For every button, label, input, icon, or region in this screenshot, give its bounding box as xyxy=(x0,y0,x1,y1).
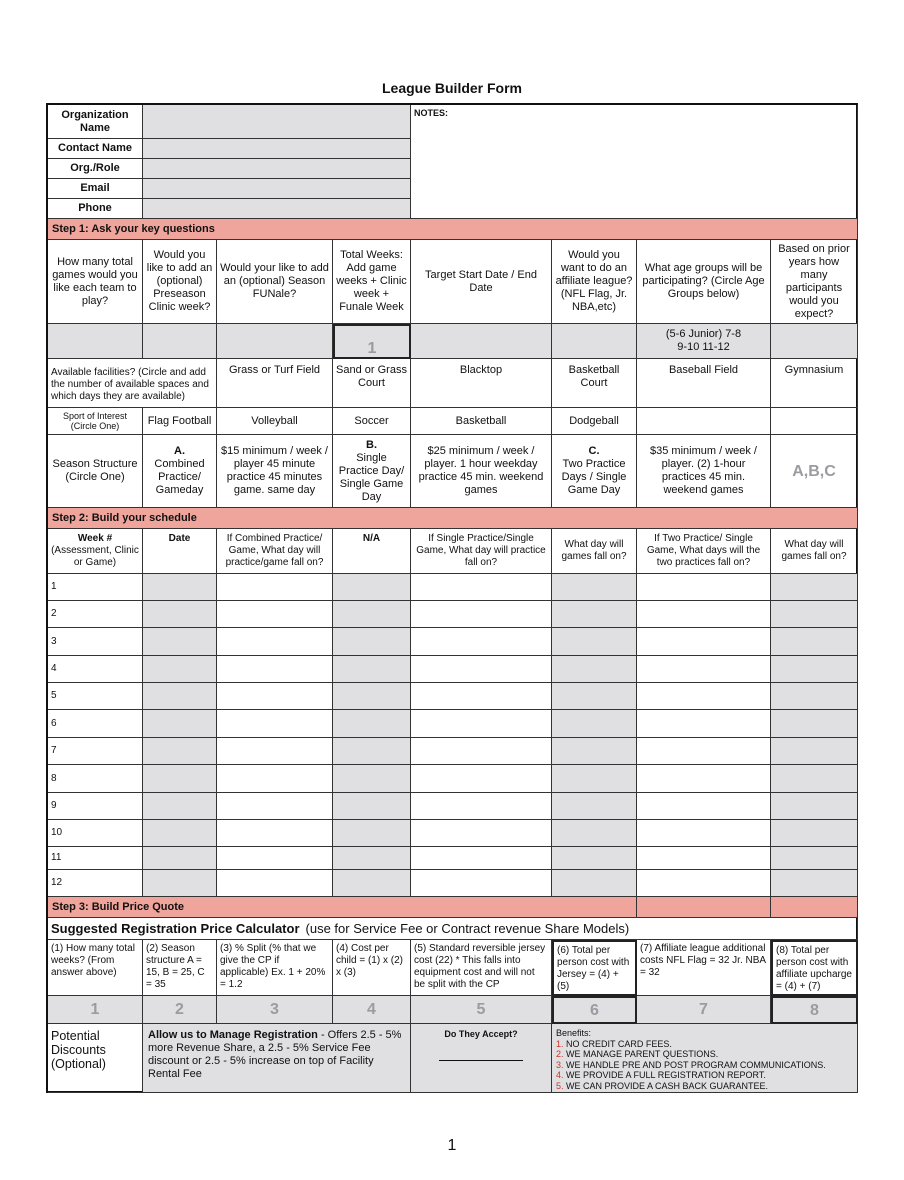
structure-c-text: Two Practice Days / Single Game Day xyxy=(561,458,627,496)
schedule-cell[interactable] xyxy=(143,847,217,870)
schedule-cell[interactable] xyxy=(771,574,858,601)
schedule-cell[interactable] xyxy=(771,738,858,765)
schedule-cell[interactable] xyxy=(143,683,217,710)
schedule-col-na: N/A xyxy=(333,529,411,574)
schedule-cell[interactable] xyxy=(411,601,552,628)
schedule-cell[interactable] xyxy=(552,765,637,793)
week-label: Week # xyxy=(77,533,113,544)
question-start-end-date: Target Start Date / End Date xyxy=(411,240,552,324)
schedule-cell[interactable] xyxy=(552,793,637,820)
sport-dodgeball[interactable]: Dodgeball xyxy=(552,408,637,435)
benefit-number: 1. xyxy=(556,1038,564,1049)
calc-col-6: (6) Total per person cost with Jersey = (4) + (5) xyxy=(552,940,637,996)
schedule-cell[interactable] xyxy=(552,847,637,870)
schedule-cell[interactable] xyxy=(333,656,411,683)
calc-input-4[interactable]: 4 xyxy=(333,996,411,1024)
schedule-cell[interactable] xyxy=(217,847,333,870)
sport-basketball[interactable]: Basketball xyxy=(411,408,552,435)
calc-input-2[interactable]: 2 xyxy=(143,996,217,1024)
week-number-cell: 2 xyxy=(48,601,143,628)
schedule-cell[interactable] xyxy=(552,870,637,897)
calc-input-6[interactable]: 6 xyxy=(552,996,637,1024)
schedule-cell[interactable] xyxy=(217,820,333,847)
schedule-cell[interactable] xyxy=(552,683,637,710)
contact-label-phone: Phone xyxy=(48,199,143,219)
calc-col-8: (8) Total per person cost with affiliate upcharge = (4) + (7) xyxy=(771,940,858,996)
schedule-cell[interactable] xyxy=(143,820,217,847)
schedule-cell[interactable] xyxy=(333,847,411,870)
benefit-text: WE HANDLE PRE AND POST PROGRAM COMMUNICATIONS. xyxy=(563,1059,826,1070)
benefit-number: 4. xyxy=(556,1070,564,1080)
organization-name-field[interactable] xyxy=(143,105,411,139)
schedule-cell[interactable] xyxy=(771,710,858,738)
season-structure-label: Season Structure (Circle One) xyxy=(48,435,143,508)
calc-input-1[interactable]: 1 xyxy=(48,996,143,1024)
schedule-cell[interactable] xyxy=(771,765,858,793)
schedule-cell[interactable] xyxy=(637,847,771,870)
schedule-cell[interactable] xyxy=(552,574,637,601)
schedule-cell[interactable] xyxy=(333,765,411,793)
schedule-cell[interactable] xyxy=(637,738,771,765)
schedule-cell[interactable] xyxy=(637,574,771,601)
step3-header-fill-2 xyxy=(771,897,858,918)
schedule-cell[interactable] xyxy=(411,710,552,738)
structure-c-letter: C. xyxy=(588,445,600,457)
schedule-cell[interactable] xyxy=(333,574,411,601)
schedule-cell[interactable] xyxy=(143,793,217,820)
calc-input-5[interactable]: 5 xyxy=(411,996,552,1024)
benefit-number: 2. xyxy=(556,1049,564,1059)
schedule-col-two-practice: If Two Practice/ Single Game, What days will the two practices fall on? xyxy=(637,529,771,574)
benefit-text: NO CREDIT CARD FEES. xyxy=(563,1038,672,1049)
schedule-cell[interactable] xyxy=(333,683,411,710)
schedule-cell[interactable] xyxy=(637,710,771,738)
sport-blank-2[interactable] xyxy=(771,408,858,435)
structure-a-price: $15 minimum / week / player 45 minute practice 45 minutes game. same day xyxy=(217,435,333,508)
benefits-list xyxy=(552,1024,858,1093)
week-sub-label: (Assessment, Clinic or Game) xyxy=(51,545,139,568)
benefit-number: 5. xyxy=(556,1080,564,1091)
discounts-label: Potential Discounts (Optional) xyxy=(48,1024,143,1093)
benefit-item xyxy=(556,1081,853,1092)
schedule-cell[interactable] xyxy=(217,656,333,683)
question-participants: Based on prior years how many participants would you expect? xyxy=(771,240,858,324)
schedule-cell[interactable] xyxy=(552,656,637,683)
calc-col-4: (4) Cost per child = (1) x (2) x (3) xyxy=(333,940,411,996)
schedule-cell[interactable] xyxy=(411,628,552,656)
schedule-cell[interactable] xyxy=(217,710,333,738)
calc-input-8[interactable]: 8 xyxy=(771,996,858,1024)
sport-flag-football[interactable]: Flag Football xyxy=(143,408,217,435)
schedule-cell[interactable] xyxy=(217,765,333,793)
age-groups-line2: 9-10 11-12 xyxy=(677,341,730,353)
schedule-cell[interactable] xyxy=(771,656,858,683)
schedule-cell[interactable] xyxy=(637,793,771,820)
calculator-subtitle: (use for Service Fee or Contract revenue Share Models) xyxy=(305,921,630,936)
answer-start-end-date[interactable] xyxy=(411,324,552,359)
facility-sand-grass-court[interactable]: Sand or Grass Court xyxy=(333,359,411,408)
calculator-title-row xyxy=(48,918,858,940)
schedule-cell[interactable] xyxy=(411,793,552,820)
schedule-cell[interactable] xyxy=(771,847,858,870)
email-field[interactable] xyxy=(143,179,411,199)
manage-registration-offer xyxy=(143,1024,411,1093)
schedule-col-combined: If Combined Practice/ Game, What day will practice/game fall on? xyxy=(217,529,333,574)
schedule-cell[interactable] xyxy=(333,710,411,738)
calc-col-7: (7) Affiliate league additional costs NFL Flag = 32 Jr. NBA = 32 xyxy=(637,940,771,996)
schedule-cell[interactable] xyxy=(333,601,411,628)
calc-col-2: (2) Season structure A = 15, B = 25, C = 35 xyxy=(143,940,217,996)
facility-grass-turf[interactable]: Grass or Turf Field xyxy=(217,359,333,408)
schedule-cell[interactable] xyxy=(217,683,333,710)
week-number-cell: 3 xyxy=(48,628,143,656)
schedule-col-single-practice: If Single Practice/Single Game, What day will practice fall on? xyxy=(411,529,552,574)
week-number-cell: 12 xyxy=(48,870,143,897)
week-number-cell: 11 xyxy=(48,847,143,870)
schedule-cell[interactable] xyxy=(552,710,637,738)
question-preseason-clinic: Would you like to add an (optional) Preseason Clinic week? xyxy=(143,240,217,324)
structure-a-text: Combined Practice/ Gameday xyxy=(154,458,205,496)
benefit-item xyxy=(556,1060,853,1071)
facility-basketball-court[interactable]: Basketball Court xyxy=(552,359,637,408)
structure-a-letter: A. xyxy=(174,445,185,457)
calc-col-1: (1) How many total weeks? (From answer above) xyxy=(48,940,143,996)
schedule-cell[interactable] xyxy=(411,870,552,897)
schedule-cell[interactable] xyxy=(771,793,858,820)
schedule-cell[interactable] xyxy=(552,628,637,656)
question-season-funale: Would your like to add an (optional) Season FUNale? xyxy=(217,240,333,324)
answer-participants[interactable] xyxy=(771,324,858,359)
schedule-cell[interactable] xyxy=(217,793,333,820)
schedule-cell[interactable] xyxy=(637,628,771,656)
schedule-cell[interactable] xyxy=(771,683,858,710)
schedule-col-date: Date xyxy=(143,529,217,574)
sport-volleyball[interactable]: Volleyball xyxy=(217,408,333,435)
facility-baseball-field[interactable]: Baseball Field xyxy=(637,359,771,408)
schedule-cell[interactable] xyxy=(552,738,637,765)
question-total-games: How many total games would you like each team to play? xyxy=(48,240,143,324)
structure-option-b[interactable] xyxy=(333,435,411,508)
schedule-cell[interactable] xyxy=(143,738,217,765)
benefit-item xyxy=(556,1049,853,1060)
answer-total-weeks[interactable]: 1 xyxy=(333,324,411,359)
structure-c-price: $35 minimum / week / player. (2) 1-hour practices 45 min. weekend games xyxy=(637,435,771,508)
page-number: 1 xyxy=(447,1137,457,1154)
step1-header: Step 1: Ask your key questions xyxy=(48,219,858,240)
contact-label-contact-name: Contact Name xyxy=(48,139,143,159)
facilities-label: Available facilities? (Circle and add the number of available spaces and which days they are available) xyxy=(48,359,217,408)
benefit-text: WE CAN PROVIDE A CASH BACK GUARANTEE. xyxy=(563,1080,769,1091)
sport-blank-1[interactable] xyxy=(637,408,771,435)
schedule-cell[interactable] xyxy=(411,820,552,847)
week-number-cell: 5 xyxy=(48,683,143,710)
calculator-title: Suggested Registration Price Calculator xyxy=(51,921,300,936)
schedule-cell[interactable] xyxy=(143,870,217,897)
answer-affiliate-league[interactable] xyxy=(552,324,637,359)
schedule-cell[interactable] xyxy=(637,765,771,793)
schedule-col-games-b: What day will games fall on? xyxy=(552,529,637,574)
schedule-cell[interactable] xyxy=(771,601,858,628)
schedule-cell[interactable] xyxy=(411,765,552,793)
step3-header: Step 3: Build Price Quote xyxy=(48,897,637,918)
notes-label: NOTES: xyxy=(414,108,449,118)
structure-b-price: $25 minimum / week / player. 1 hour weekday practice 45 min. weekend games xyxy=(411,435,552,508)
schedule-cell[interactable] xyxy=(637,870,771,897)
contact-name-field[interactable] xyxy=(143,139,411,159)
schedule-cell[interactable] xyxy=(552,820,637,847)
week-number-cell: 1 xyxy=(48,574,143,601)
schedule-cell[interactable] xyxy=(411,656,552,683)
schedule-cell[interactable] xyxy=(143,765,217,793)
schedule-cell[interactable] xyxy=(143,710,217,738)
week-number-cell: 6 xyxy=(48,710,143,738)
org-role-field[interactable] xyxy=(143,159,411,179)
step2-header: Step 2: Build your schedule xyxy=(48,508,858,529)
answer-preseason-clinic[interactable] xyxy=(143,324,217,359)
accept-cell xyxy=(411,1024,552,1093)
schedule-cell[interactable] xyxy=(333,820,411,847)
schedule-cell[interactable] xyxy=(217,574,333,601)
age-groups-line1: (5-6 Junior) 7-8 xyxy=(665,328,742,340)
schedule-cell[interactable] xyxy=(771,870,858,897)
structure-option-a[interactable] xyxy=(143,435,217,508)
contact-label-email: Email xyxy=(48,179,143,199)
week-number-cell: 8 xyxy=(48,765,143,793)
schedule-cell[interactable] xyxy=(143,628,217,656)
schedule-cell[interactable] xyxy=(143,601,217,628)
schedule-cell[interactable] xyxy=(217,601,333,628)
week-number-cell: 4 xyxy=(48,656,143,683)
accept-signature-line[interactable] xyxy=(439,1060,523,1061)
answer-total-games[interactable] xyxy=(48,324,143,359)
schedule-cell[interactable] xyxy=(143,574,217,601)
manage-registration-bold: Allow us to Manage Registration xyxy=(148,1029,318,1041)
calc-col-5: (5) Standard reversible jersey cost (22) * This falls into equipment cost and will not be split with the CP xyxy=(411,940,552,996)
schedule-cell[interactable] xyxy=(411,683,552,710)
schedule-cell[interactable] xyxy=(771,628,858,656)
structure-b-letter: B. xyxy=(366,438,377,451)
structure-b-text: Single Practice Day/ Single Game Day xyxy=(338,451,405,503)
benefit-text: WE MANAGE PARENT QUESTIONS. xyxy=(563,1049,719,1059)
schedule-cell[interactable] xyxy=(333,628,411,656)
sport-label: Sport of Interest (Circle One) xyxy=(48,408,143,435)
age-groups-options[interactable] xyxy=(637,324,771,359)
calc-col-3: (3) % Split (% that we give the CP if applicable) Ex. 1 + 20% = 1.2 xyxy=(217,940,333,996)
phone-field[interactable] xyxy=(143,199,411,219)
schedule-cell[interactable] xyxy=(637,656,771,683)
question-total-weeks: Total Weeks: Add game weeks + Clinic week + Funale Week xyxy=(333,240,411,324)
benefit-item xyxy=(556,1039,853,1050)
schedule-cell[interactable] xyxy=(333,870,411,897)
schedule-cell[interactable] xyxy=(637,683,771,710)
question-age-groups: What age groups will be participating? (Circle Age Groups below) xyxy=(637,240,771,324)
schedule-cell[interactable] xyxy=(333,738,411,765)
schedule-col-week xyxy=(48,529,143,574)
schedule-cell[interactable] xyxy=(637,820,771,847)
week-number-cell: 10 xyxy=(48,820,143,847)
schedule-cell[interactable] xyxy=(411,847,552,870)
week-number-cell: 7 xyxy=(48,738,143,765)
schedule-col-games-c: What day will games fall on? xyxy=(771,529,858,574)
schedule-cell[interactable] xyxy=(217,870,333,897)
sport-soccer[interactable]: Soccer xyxy=(333,408,411,435)
schedule-cell[interactable] xyxy=(333,793,411,820)
facility-gymnasium[interactable]: Gymnasium xyxy=(771,359,858,408)
page-title: League Builder Form xyxy=(381,80,523,96)
benefits-label: Benefits: xyxy=(556,1028,592,1038)
schedule-cell[interactable] xyxy=(637,601,771,628)
schedule-cell[interactable] xyxy=(411,738,552,765)
week-number-cell: 9 xyxy=(48,793,143,820)
manage-registration-text: - Offers 2.5 - 5% more Revenue Share, a 2.5 - 5% Service Fee discount or 2.5 - 5% increase on top of Facility Rental Fee xyxy=(148,1029,402,1080)
calc-input-7[interactable]: 7 xyxy=(637,996,771,1024)
contact-label-role: Org./Role xyxy=(48,159,143,179)
structure-option-c[interactable] xyxy=(552,435,637,508)
structure-abc-answer[interactable]: A,B,C xyxy=(771,435,858,508)
schedule-cell[interactable] xyxy=(771,820,858,847)
question-affiliate-league: Would you want to do an affiliate league? (NFL Flag, Jr. NBA,etc) xyxy=(552,240,637,324)
benefit-number: 3. xyxy=(556,1059,564,1070)
notes-area[interactable] xyxy=(411,105,858,219)
facility-blacktop[interactable]: Blacktop xyxy=(411,359,552,408)
schedule-cell[interactable] xyxy=(411,574,552,601)
contact-label-organization: Organization Name xyxy=(48,105,143,139)
benefit-text: WE PROVIDE A FULL REGISTRATION REPORT. xyxy=(563,1070,766,1080)
calc-input-3[interactable]: 3 xyxy=(217,996,333,1024)
benefit-item xyxy=(556,1070,853,1081)
schedule-cell[interactable] xyxy=(217,738,333,765)
step3-header-fill-1 xyxy=(637,897,771,918)
league-builder-form xyxy=(46,103,858,1093)
schedule-cell[interactable] xyxy=(552,601,637,628)
accept-label: Do They Accept? xyxy=(444,1029,518,1039)
answer-season-funale[interactable] xyxy=(217,324,333,359)
schedule-cell[interactable] xyxy=(143,656,217,683)
schedule-cell[interactable] xyxy=(217,628,333,656)
